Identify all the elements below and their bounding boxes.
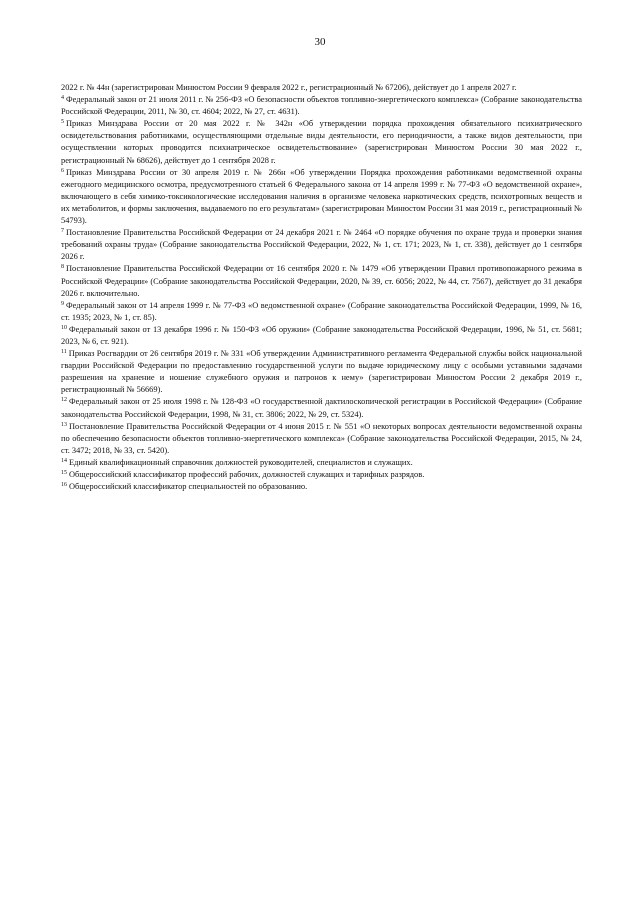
footnote-14: [61, 457, 582, 469]
footnote-15: [61, 469, 582, 481]
page-number: 30: [314, 36, 326, 48]
footnotes-block: [61, 82, 582, 493]
footnote-16: [61, 481, 582, 493]
footnote-12: [61, 396, 582, 420]
footnote-text: Постановление Правительства Российской Федерации от 16 сентября 2020 г. № 1479 «Об утверждении Правил противопожарного режима в Российской Федерации» (Собрание законодательства Российской Федерации, 2020, № 39, ст. 6056; 2022, № 44, ст. 7567), действует до 31 декабря 2026 г. включительно.: [61, 264, 582, 298]
footnote-text: Постановление Правительства Российской Федерации от 4 июня 2015 г. № 551 «О некоторых вопросах деятельности ведомственной охраны по обеспечению безопасности объектов топливно-энергетического комплекса» (Собрание законодательства Российской Федерации, 2015, № 24, ст. 3472; 2018, № 33, ст. 5420).: [61, 421, 582, 455]
footnote-11: [61, 348, 582, 396]
footnote-6: [61, 167, 582, 227]
footnote-marker: 14: [61, 457, 67, 464]
footnote-marker: 11: [61, 349, 67, 356]
footnote-text: Постановление Правительства Российской Федерации от 24 декабря 2021 г. № 2464 «О порядке обучения по охране труда и проверки знания требований охраны труда» (Собрание законодательства Российской Федерации, 2022, № 1, ст. 171; 2023, № 1, ст. 338), действует до 1 сентября 2026 г.: [61, 228, 582, 262]
footnote-13: [61, 421, 582, 457]
footnote-text: Федеральный закон от 21 июля 2011 г. № 256-ФЗ «О безопасности объектов топливно-энергетического комплекса» (Собрание законодательства Российской Федерации, 2011, № 30, ст. 4604; 2022, № 27, ст. 4631).: [61, 95, 582, 117]
footnote-continuation: 2022 г. № 44н (зарегистрирован Минюстом России 9 февраля 2022 г., регистрационный № 67206), действует до 1 апреля 2027 г.: [61, 83, 517, 92]
footnote-7: [61, 227, 582, 263]
footnote-text: Приказ Росгвардии от 26 сентября 2019 г. № 331 «Об утверждении Административного регламента Федеральной службы войск национальной гвардии Российской Федерации по предоставлению государственной услуги по выдаче юридическому лицу с особыми уставными задачами разрешения на хранение и ношение служебного оружия и патронов к нему» (зарегистрирован Минюстом России 2 декабря 2019 г., регистрационный № 56669).: [61, 349, 582, 395]
footnote-marker: 13: [61, 421, 67, 428]
footnote-marker: 16: [61, 482, 67, 489]
footnote-marker: 5: [61, 119, 64, 126]
footnote-marker: 15: [61, 470, 67, 476]
footnote-text: Федеральный закон от 13 декабря 1996 г. № 150-ФЗ «Об оружии» (Собрание законодательства Российской Федерации, 1996, № 51, ст. 5681; 2023, № 6, ст. 921).: [61, 324, 582, 346]
footnote-marker: 4: [61, 95, 64, 102]
footnote-text: Приказ Минздрава России от 30 апреля 2019 г. № 266н «Об утверждении Порядка прохождения работниками ведомственной охраны ежегодного медицинского осмотра, предусмотренного статьей 6 Федерального закона от 14 апреля 1999 г. № 77-ФЗ «О ведомственной охране», включающего в себя химико-токсикологические исследования наличия в организме человека наркотических средств, психотропных веществ и их метаболитов, и формы заключения, выдаваемого по его результатам» (зарегистрирован Минюстом России 31 мая 2019 г., регистрационный № 54793).: [61, 167, 582, 226]
footnote-marker: 10: [61, 324, 67, 331]
footnote-5: [61, 118, 582, 166]
footnote-list: [61, 94, 582, 493]
footnote-marker: 12: [61, 397, 67, 404]
footnote-4: [61, 94, 582, 118]
footnote-text: Общероссийский классификатор специальностей по образованию.: [69, 482, 308, 492]
footnote-marker: 6: [61, 167, 64, 174]
footnote-marker: 7: [61, 228, 64, 235]
footnote-marker: 9: [61, 300, 64, 307]
footnote-10: [61, 324, 582, 348]
footnote-9: [61, 300, 582, 324]
footnote-text: Федеральный закон от 14 апреля 1999 г. № 77-ФЗ «О ведомственной охране» (Собрание законодательства Российской Федерации, 1999, № 16, ст. 1935; 2023, № 1, ст. 85).: [61, 300, 582, 322]
footnote-text: Общероссийский классификатор профессий рабочих, должностей служащих и тарифных разрядов.: [69, 470, 425, 479]
footnote-text: Федеральный закон от 25 июля 1998 г. № 128-ФЗ «О государственной дактилоскопической регистрации в Российской Федерации» (Собрание законодательства Российской Федерации, 1998, № 31, ст. 3806; 2022, № 29, ст. 5324).: [61, 397, 582, 419]
footnote-text: Единый квалификационный справочник должностей руководителей, специалистов и служащих.: [69, 457, 413, 467]
footnote-8: [61, 263, 582, 299]
footnote-marker: 8: [61, 264, 64, 271]
footnote-text: Приказ Минздрава России от 20 мая 2022 г. № 342н «Об утверждении порядка прохождения обязательного психиатрического освидетельствования работниками, осуществляющими отдельные виды деятельности, его периодичности, а также видов деятельности, при осуществлении которых проводится психиатрическое освидетельствование» (зарегистрирован Минюстом России 30 мая 2022 г., регистрационный № 68626), действует до 1 сентября 2028 г.: [61, 119, 582, 165]
